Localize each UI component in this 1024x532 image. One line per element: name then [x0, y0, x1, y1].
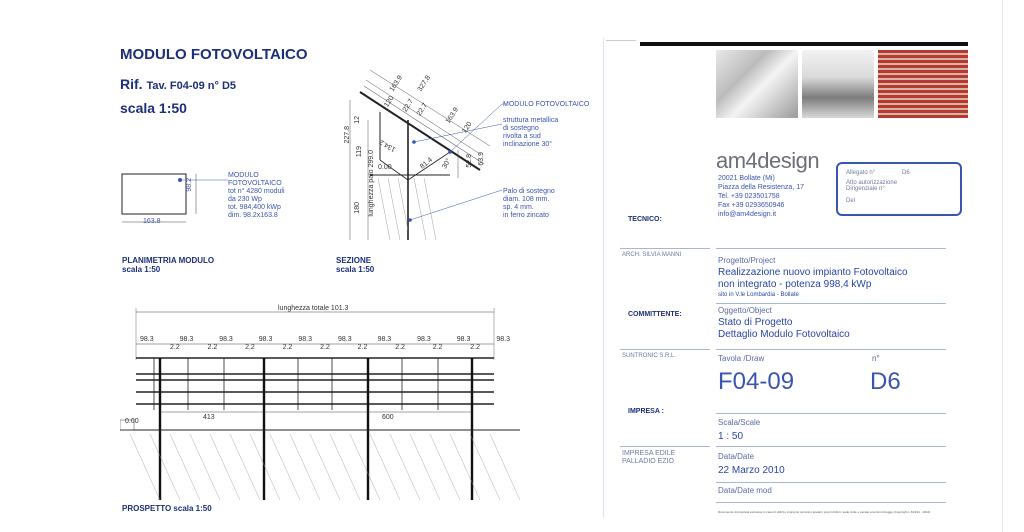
- module-dim: 98.3: [140, 336, 154, 343]
- rif-prefix: Rif.: [120, 76, 143, 92]
- tecnico-name: ARCH. SILVIA MANNI: [622, 252, 682, 258]
- module-dim: 98.3: [496, 336, 510, 343]
- stamp-line: Atto autorizzazione: [846, 180, 898, 186]
- progetto-line-1: Realizzazione nuovo impianto Fotovoltaico: [718, 267, 908, 278]
- label-tecnico: TECNICO:: [628, 216, 662, 223]
- plan-note-line: da 230 Wp: [228, 196, 262, 203]
- pole-note-line: sp. 4 mm.: [503, 204, 534, 211]
- elevation-total-length: lunghezza totale 101.3: [278, 305, 349, 312]
- tavola-head: Tavola /Draw: [718, 354, 765, 363]
- tavola-value: F04-09: [718, 368, 795, 395]
- dim-text: 63.9: [478, 152, 485, 166]
- structure-note-line: rivolta a sud: [503, 133, 541, 140]
- module-dim: 98.3: [219, 336, 233, 343]
- impresa-name: [622, 450, 675, 466]
- pole-note-line: Palo di sostegno: [503, 188, 555, 195]
- elevation-gap-dims: [170, 344, 480, 352]
- dim-text: 227.8: [344, 126, 351, 144]
- progetto-head: Progetto/Project: [718, 256, 776, 265]
- module-dim: 98.3: [179, 336, 194, 343]
- module-dim: 98.3: [298, 336, 312, 343]
- title-block-bar: [640, 42, 968, 46]
- stamp-line: D6: [902, 170, 910, 176]
- module-dim: 98.3: [417, 336, 431, 343]
- gap-dim: 2.2: [245, 344, 255, 351]
- label-committente: COMMITTENTE:: [628, 311, 682, 318]
- progetto-line-2: non integrato - potenza 998,4 kWp: [718, 279, 872, 290]
- dim-text: 120: [383, 94, 396, 109]
- module-outline: [122, 174, 186, 214]
- structure-note-line: struttura metallica: [503, 117, 559, 124]
- oggetto-line-2: Dettaglio Modulo Fotovoltaico: [718, 329, 850, 340]
- project-photo-1: [716, 50, 798, 118]
- project-photo-3: [878, 50, 968, 118]
- datamod-head: Data/Date mod: [718, 486, 772, 495]
- stamp-line: Del: [846, 198, 856, 204]
- stamp-line: Dirigenziale n°: [846, 186, 885, 192]
- elevation-caption: PROSPETTO scala 1:50: [122, 504, 212, 513]
- pole-note-line: in ferro zincato: [503, 212, 549, 219]
- dim-text: 12: [354, 116, 361, 124]
- firm-line: info@am4design.it: [718, 211, 777, 218]
- dim-text: 22.7: [401, 98, 416, 114]
- numero-value: D6: [870, 368, 901, 395]
- plan-caption-scale: scala 1:50: [122, 265, 161, 274]
- dim-text: 327.8: [416, 74, 433, 93]
- elevation-module-dims: [140, 336, 510, 344]
- oggetto-line-1: Stato di Progetto: [718, 317, 793, 328]
- elevation-level-zero: 0.00: [125, 418, 139, 425]
- dim-text: 180: [354, 202, 361, 214]
- firm-address: [718, 174, 804, 219]
- section-pole-length: lunghezza palo 299.0: [368, 150, 375, 217]
- firm-line: Fax +39 0293650946: [718, 202, 785, 209]
- drawing-reference: [120, 76, 236, 92]
- data-head: Data/Date: [718, 452, 755, 461]
- scala-head: Scala/Scale: [718, 418, 761, 427]
- approval-stamp: [836, 162, 962, 216]
- section-caption-title: SEZIONE: [336, 256, 372, 265]
- section-caption: [336, 256, 374, 274]
- dim-text: 163.9: [444, 106, 461, 125]
- label-impresa: IMPRESA :: [628, 408, 664, 415]
- structure-note-line: inclinazione 30°: [503, 141, 553, 148]
- numero-head: n°: [872, 354, 880, 363]
- plan-note-line: FOTOVOLTAICO: [228, 180, 282, 187]
- plan-caption: [122, 256, 214, 274]
- dim-text: 22.7: [415, 102, 430, 118]
- rif-value: Tav. F04-09 n° D5: [146, 80, 237, 92]
- section-pole-note: [503, 188, 555, 220]
- dim-text: 30°: [441, 157, 453, 171]
- progetto-site: sito in V.le Lombardia - Bollate: [718, 292, 799, 298]
- firm-line: 20021 Bollate (Mi): [718, 175, 775, 182]
- section-caption-scale: scala 1:50: [336, 265, 375, 274]
- gap-dim: 2.2: [395, 344, 405, 351]
- plan-note-line: MODULO: [228, 172, 259, 179]
- dim-text: 52.8: [466, 154, 473, 168]
- section-level-zero: 0.00: [378, 164, 392, 171]
- gap-dim: 2.2: [470, 344, 480, 351]
- drawing-scale: scala 1:50: [120, 100, 187, 116]
- elevation-span-right: 600: [382, 414, 394, 421]
- firm-line: Piazza della Resistenza, 17: [718, 184, 804, 191]
- gap-dim: 2.2: [357, 344, 368, 351]
- plan-note-line: tot n° 4280 moduli: [228, 188, 285, 195]
- impresa-line: PALLADIO EZIO: [622, 458, 674, 465]
- plan-caption-title: PLANIMETRIA MODULO: [122, 256, 215, 265]
- module-dim: 98.3: [337, 336, 352, 343]
- drawing-title: MODULO FOTOVOLTAICO: [120, 46, 308, 63]
- gap-dim: 2.2: [432, 344, 443, 351]
- gap-dim: 2.2: [170, 344, 180, 351]
- plan-note-line: dim. 98.2x163.8: [228, 212, 278, 219]
- module-dim: 98.3: [456, 336, 471, 343]
- project-photo-2: [802, 50, 874, 118]
- plan-dim-height: 98.2: [186, 178, 193, 192]
- oggetto-head: Oggetto/Object: [718, 306, 772, 315]
- scala-value: 1 : 50: [718, 431, 744, 442]
- elevation-span-left: 413: [203, 414, 215, 421]
- plan-note: [228, 172, 285, 220]
- gap-dim: 2.2: [207, 344, 218, 351]
- impresa-line: IMPRESA EDILE: [622, 450, 676, 457]
- gap-dim: 2.2: [282, 344, 293, 351]
- section-structure-note: [503, 117, 558, 149]
- gap-dim: 2.2: [320, 344, 330, 351]
- plan-note-line: tot. 984,400 kWp: [228, 204, 281, 211]
- footer-note: Documento di proprietà esclusiva in caso di utilizzo improprio verranno tutelati i propri diritti in sede civile e penale a termini di legge (Copyright L.633/41 - 2010): [718, 510, 931, 514]
- committente-name: SUNTRONIC S.R.L.: [622, 353, 677, 359]
- dim-text: 120: [461, 120, 474, 135]
- firm-line: Tel. +39 023501758: [718, 193, 780, 200]
- elevation-drawing: [120, 300, 520, 500]
- firm-logo: am4design: [716, 148, 820, 173]
- module-dim: 98.3: [258, 336, 273, 343]
- plan-dim-width: 163.8: [143, 218, 161, 225]
- section-label-module: MODULO FOTOVOLTAICO: [503, 101, 590, 108]
- data-value: 22 Marzo 2010: [718, 465, 785, 476]
- dim-text: 163.9: [388, 74, 405, 93]
- module-dim: 98.3: [377, 336, 392, 343]
- pole-note-line: diam. 108 mm.: [503, 196, 550, 203]
- plan-drawing: [110, 160, 230, 230]
- stamp-line: Allegato n°: [846, 170, 876, 176]
- dim-text: 134.2: [378, 137, 398, 153]
- dim-text: 119: [356, 146, 363, 158]
- dim-text: 81.4: [419, 156, 434, 171]
- module-marker: [178, 178, 182, 182]
- structure-note-line: di sostegno: [503, 125, 539, 132]
